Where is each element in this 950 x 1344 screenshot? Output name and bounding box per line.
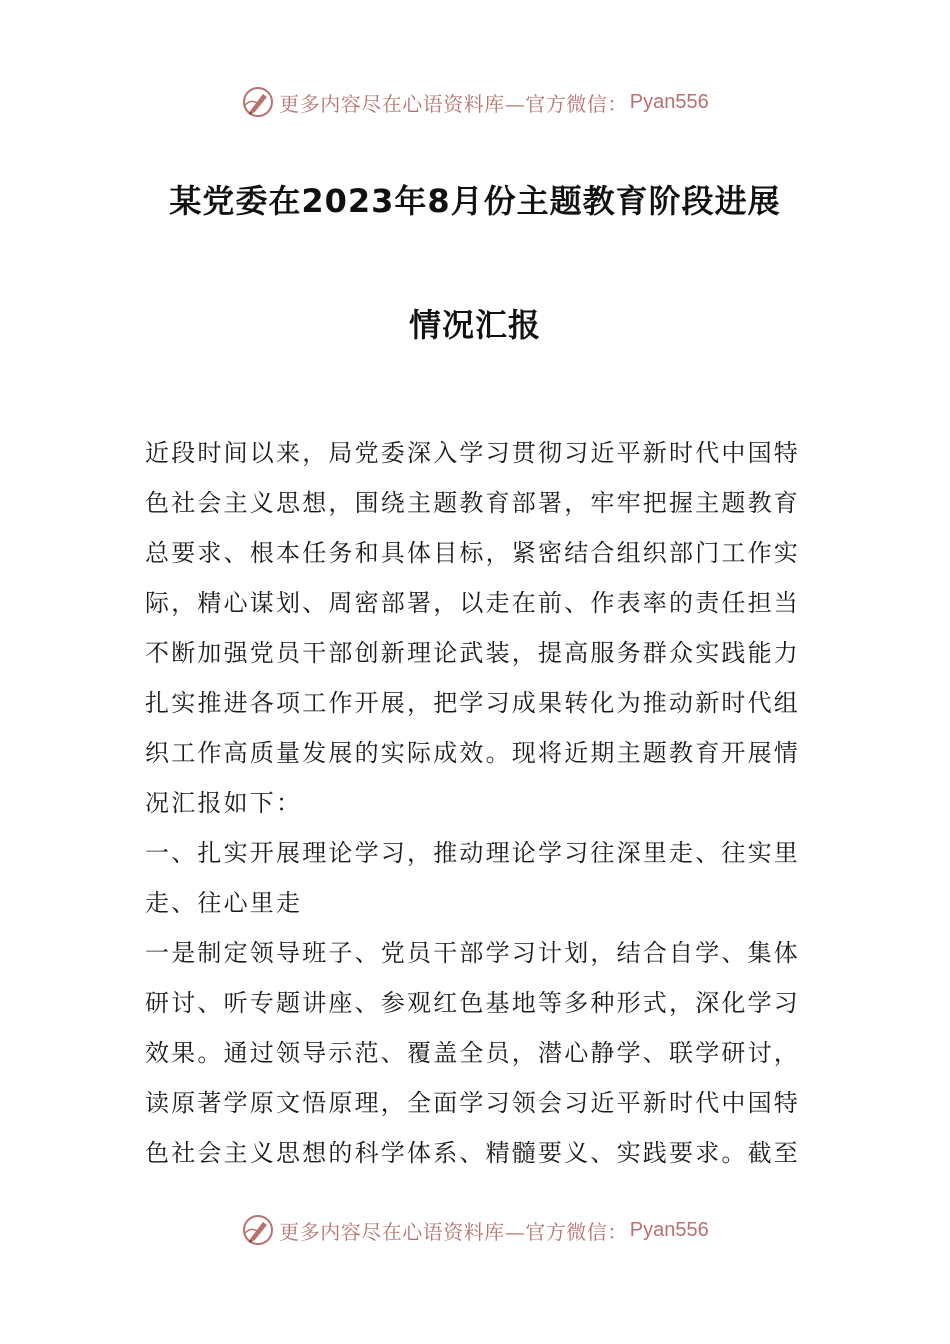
body-line: 近段时间以来，局党委深入学习贯彻习近平新时代中国特 xyxy=(145,439,800,467)
watermark-header xyxy=(0,82,950,122)
document-title-line1: 某党委在2023年8月份主题教育阶段进展 xyxy=(169,182,781,220)
pen-logo-icon xyxy=(241,1213,275,1247)
body-line: 况汇报如下： xyxy=(145,789,303,817)
watermark-wechat-id: Pyan556 xyxy=(629,90,709,113)
watermark-text: 更多内容尽在心语资料库—官方微信： xyxy=(279,91,628,116)
body-line: 总要求、根本任务和具体目标，紧密结合组织部门工作实 xyxy=(145,539,800,567)
watermark-wechat-id: Pyan556 xyxy=(629,1218,709,1241)
watermark-footer xyxy=(0,1210,950,1250)
body-line: 一是制定领导班子、党员干部学习计划，结合自学、集体 xyxy=(145,939,800,967)
body-line: 际，精心谋划、周密部署，以走在前、作表率的责任担当 xyxy=(145,589,800,617)
body-line: 色社会主义思想，围绕主题教育部署，牢牢把握主题教育 xyxy=(145,489,800,517)
section-heading-line: 走、往心里走 xyxy=(145,889,303,917)
body-line: 效果。通过领导示范、覆盖全员，潜心静学、联学研讨， xyxy=(145,1039,800,1067)
body-line: 织工作高质量发展的实际成效。现将近期主题教育开展情 xyxy=(145,739,800,767)
body-line: 色社会主义思想的科学体系、精髓要义、实践要求。截至 xyxy=(145,1139,800,1167)
body-line: 扎实推进各项工作开展，把学习成果转化为推动新时代组 xyxy=(145,689,800,717)
section-heading-line: 一、扎实开展理论学习，推动理论学习往深里走、往实里 xyxy=(145,839,800,867)
watermark-text: 更多内容尽在心语资料库—官方微信： xyxy=(279,1219,628,1244)
document-body xyxy=(145,428,810,1178)
pen-logo-icon xyxy=(241,85,275,119)
body-line: 不断加强党员干部创新理论武装，提高服务群众实践能力 xyxy=(145,639,800,667)
body-line: 研讨、听专题讲座、参观红色基地等多种形式，深化学习 xyxy=(145,989,800,1017)
body-line: 读原著学原文悟原理，全面学习领会习近平新时代中国特 xyxy=(145,1089,800,1117)
document-title-line2: 情况汇报 xyxy=(408,306,541,344)
